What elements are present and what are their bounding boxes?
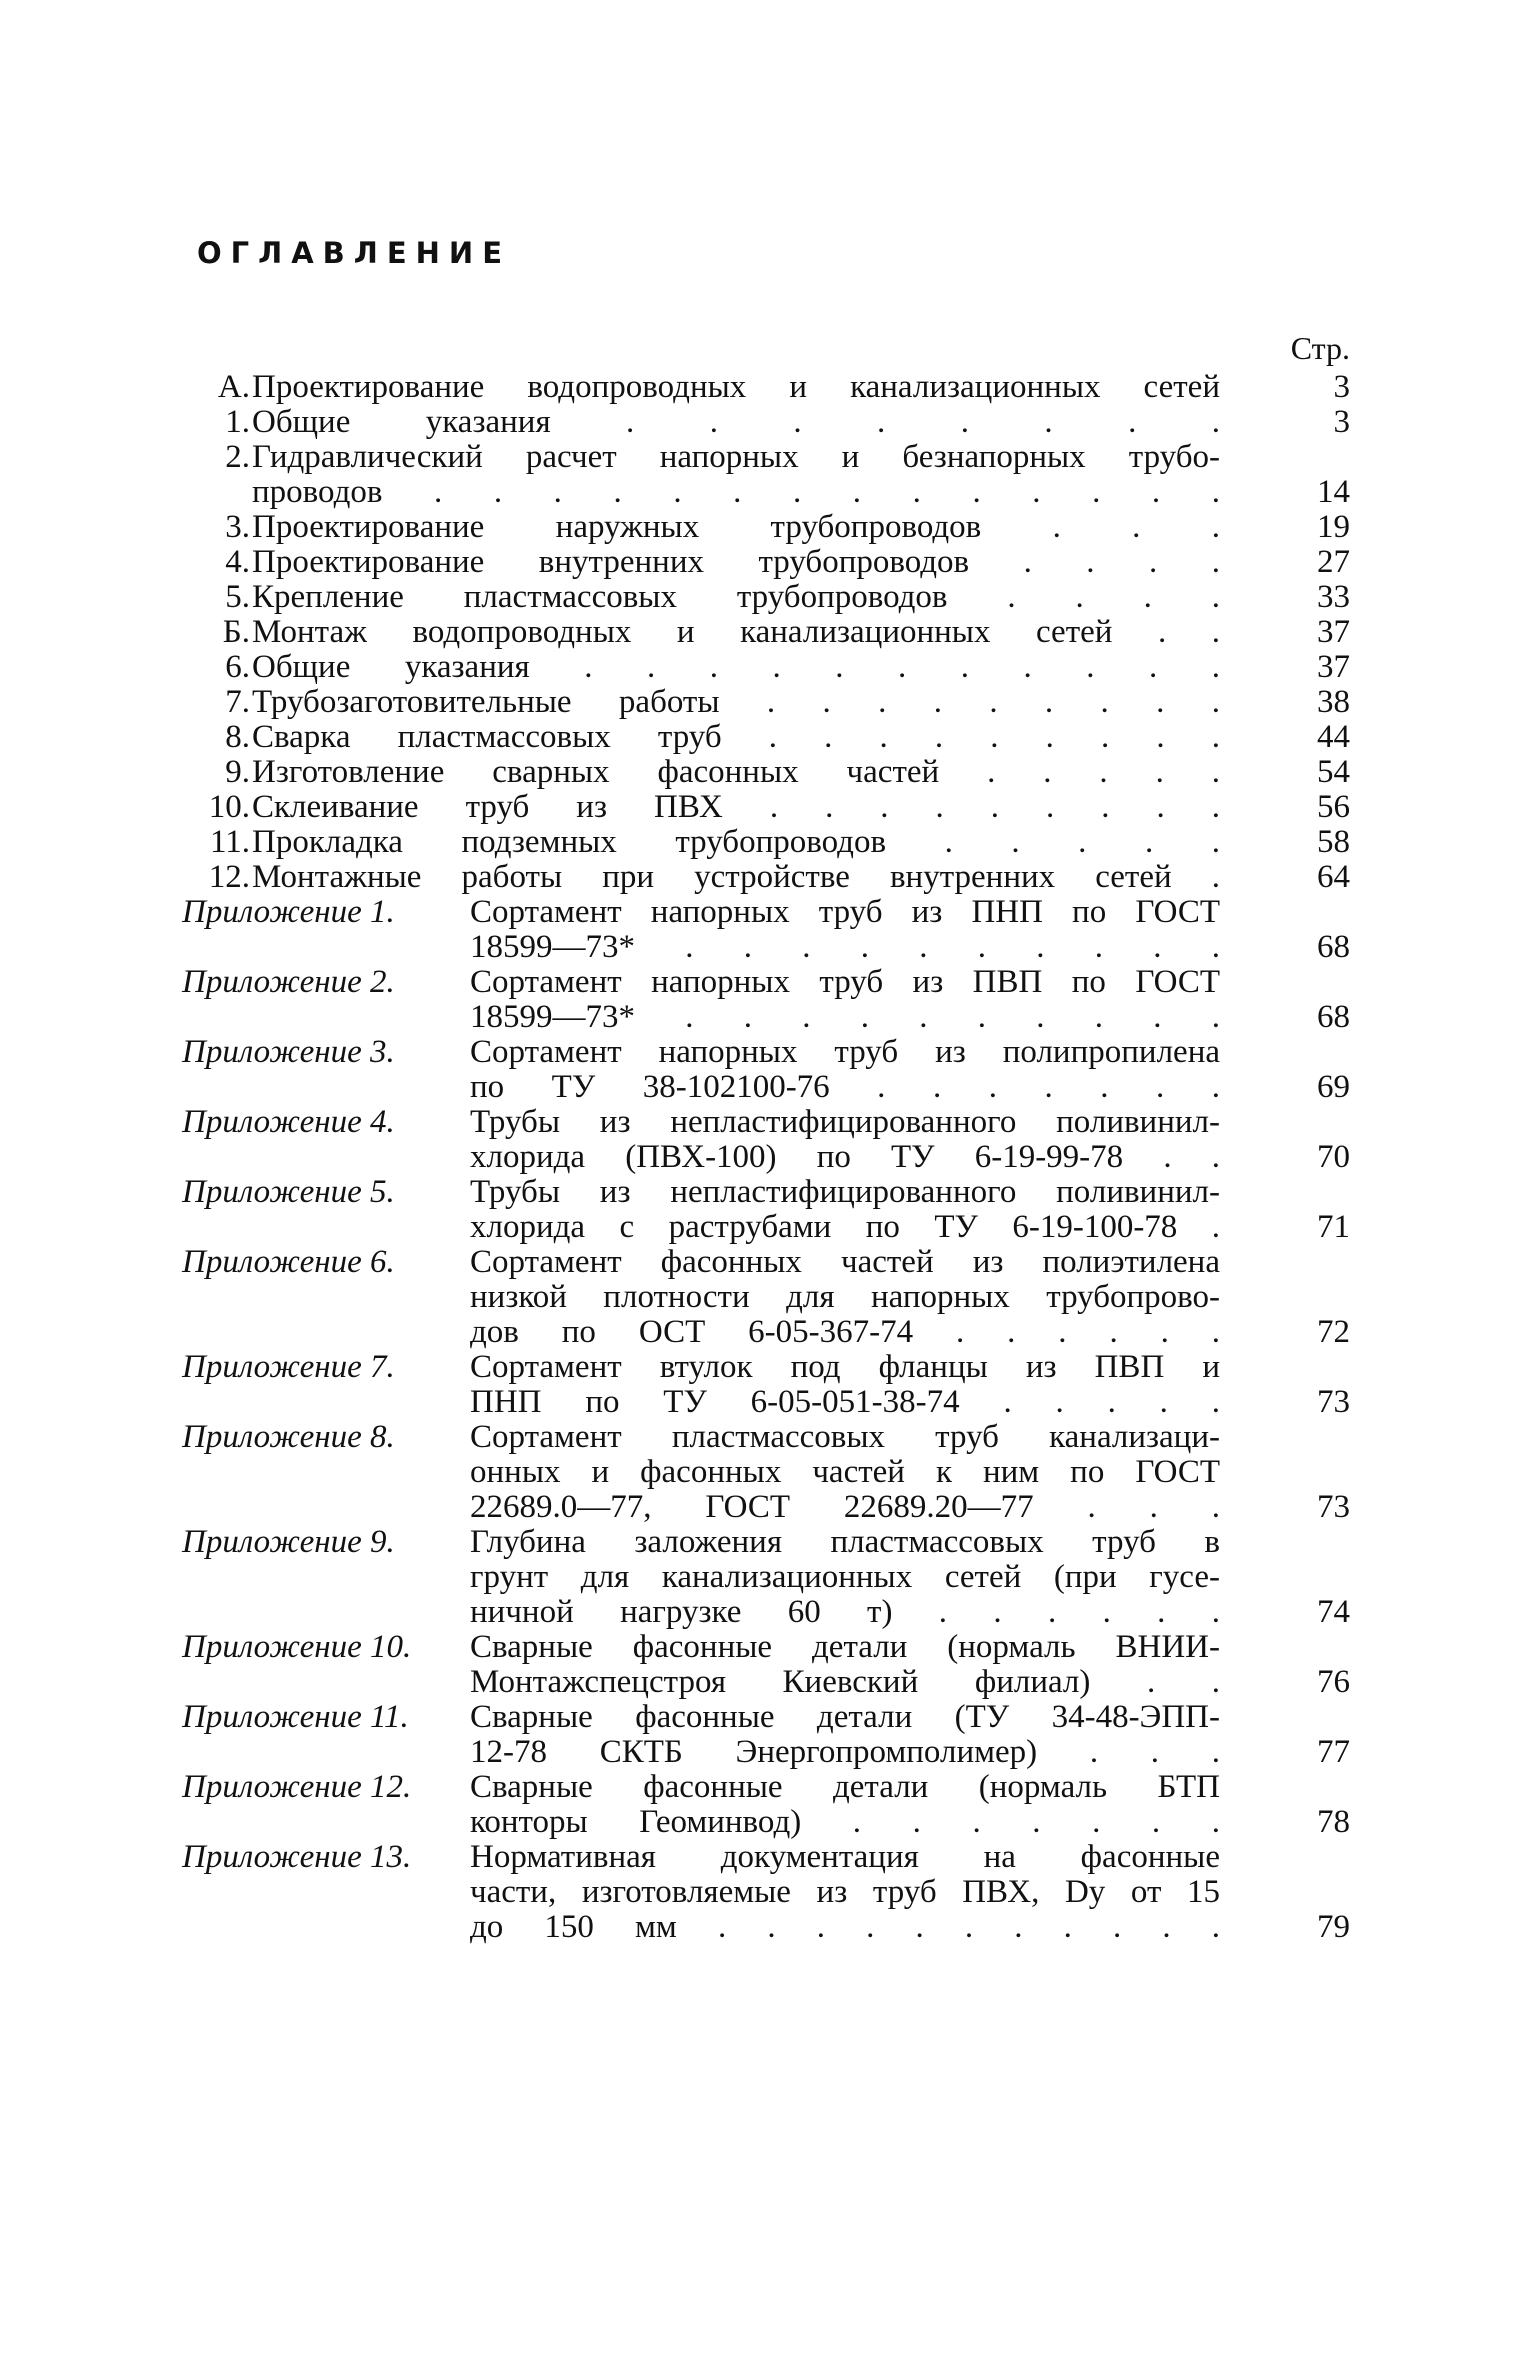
toc-entry-text: Сортамент втулок под фланцы из ПВП и	[470, 1350, 1220, 1385]
toc-page-number: 72	[1317, 1314, 1350, 1350]
toc-page-number: 64	[1317, 859, 1350, 895]
toc-entry-text: Изготовление сварных фасонных частей . . . . .	[252, 755, 1220, 790]
toc-line	[180, 1455, 1350, 1490]
toc-line	[180, 1875, 1350, 1910]
toc-entry-text: Сварные фасонные детали (нормаль ВНИИ-	[470, 1630, 1220, 1665]
toc-entry-text: онных и фасонных частей к ним по ГОСТ	[470, 1455, 1220, 1490]
toc-entry-text: части, изготовляемые из труб ПВХ, Dу от 15	[470, 1875, 1220, 1910]
toc-entry-text: 18599—73* . . . . . . . . . .	[470, 930, 1220, 965]
toc-number: 2.	[225, 439, 250, 475]
appendix-label: Приложение 8.	[182, 1419, 395, 1455]
toc-line	[180, 1210, 1350, 1245]
toc-entry-text: Монтаж водопроводных и канализационных сетей . .	[252, 615, 1220, 650]
toc-entry-text: хлорида (ПВХ-100) по ТУ 6-19-99-78 . .	[470, 1140, 1220, 1175]
toc-page-number: 68	[1317, 929, 1350, 965]
toc-entry-text: проводов . . . . . . . . . . . . . .	[252, 475, 1220, 510]
toc-number: 4.	[225, 544, 250, 580]
toc-line	[180, 1000, 1350, 1035]
toc-page-number: 73	[1317, 1489, 1350, 1525]
appendix-label: Приложение 13.	[182, 1839, 412, 1875]
toc-page-number: 27	[1317, 544, 1350, 580]
toc-line	[180, 1315, 1350, 1350]
toc-entry-text: Трубы из непластифицированного поливинил-	[470, 1175, 1220, 1210]
toc-entry-text: хлорида с раструбами по ТУ 6-19-100-78 .	[470, 1210, 1220, 1245]
toc-line	[180, 930, 1350, 965]
toc-page-number: 19	[1317, 509, 1350, 545]
toc-number: 8.	[225, 719, 250, 755]
toc-number: Б.	[222, 614, 250, 650]
toc-number: 3.	[225, 509, 250, 545]
toc-entry-text: Сварные фасонные детали (ТУ 34-48-ЭПП-	[470, 1700, 1220, 1735]
toc-line	[180, 615, 1350, 650]
toc-entry-text: Трубы из непластифицированного поливинил-	[470, 1105, 1220, 1140]
toc-line	[180, 650, 1350, 685]
appendix-label: Приложение 12.	[182, 1769, 412, 1805]
toc-line	[180, 1175, 1350, 1210]
toc-entry-text: грунт для канализационных сетей (при гусе-	[470, 1560, 1220, 1595]
toc-entry-text: Проектирование водопроводных и канализационных сетей	[252, 370, 1220, 405]
toc-page-number: 37	[1317, 649, 1350, 685]
toc-page-number: 78	[1317, 1804, 1350, 1840]
toc-line	[180, 895, 1350, 930]
toc-entry-text: ничной нагрузке 60 т) . . . . . .	[470, 1595, 1220, 1630]
appendix-label: Приложение 5.	[182, 1174, 395, 1210]
toc-entry-text: низкой плотности для напорных трубопрово-	[470, 1280, 1220, 1315]
toc-line	[180, 370, 1350, 405]
toc-page-number: 38	[1317, 684, 1350, 720]
toc-number: 5.	[225, 579, 250, 615]
page-title: ОГЛАВЛЕНИЕ	[197, 236, 512, 270]
toc-line	[180, 580, 1350, 615]
toc-line	[180, 1595, 1350, 1630]
toc-number: 6.	[225, 649, 250, 685]
toc-line	[180, 1280, 1350, 1315]
toc-line	[180, 440, 1350, 475]
toc-page-number: 3	[1333, 404, 1350, 440]
toc-page-number: 79	[1317, 1909, 1350, 1945]
appendix-label: Приложение 3.	[182, 1034, 395, 1070]
toc-page-number: 33	[1317, 579, 1350, 615]
toc-entry-text: Нормативная документация на фасонные	[470, 1840, 1220, 1875]
toc-page-number: 44	[1317, 719, 1350, 755]
appendix-label: Приложение 10.	[182, 1629, 412, 1665]
toc-number: 9.	[225, 754, 250, 790]
toc-entry-text: Сортамент напорных труб из ПНП по ГОСТ	[470, 895, 1220, 930]
toc-line	[180, 1385, 1350, 1420]
toc-page-number: 3	[1333, 369, 1350, 405]
toc-entry-text: до 150 мм . . . . . . . . . . .	[470, 1910, 1220, 1945]
toc-entry-text: дов по ОСТ 6-05-367-74 . . . . . .	[470, 1315, 1220, 1350]
toc-line	[180, 1070, 1350, 1105]
toc-page-number: 37	[1317, 614, 1350, 650]
toc-entry-text: 12-78 СКТБ Энергопромполимер) . . .	[470, 1735, 1220, 1770]
toc-line	[180, 475, 1350, 510]
toc-number: А.	[217, 369, 250, 405]
toc-line	[180, 755, 1350, 790]
toc-line	[180, 860, 1350, 895]
toc-line	[180, 510, 1350, 545]
table-of-contents	[180, 370, 1350, 1945]
toc-line	[180, 1490, 1350, 1525]
toc-entry-text: Сортамент фасонных частей из полиэтилена	[470, 1245, 1220, 1280]
toc-number: 7.	[225, 684, 250, 720]
toc-entry-text: 22689.0—77, ГОСТ 22689.20—77 . . .	[470, 1490, 1220, 1525]
toc-entry-text: Гидравлический расчет напорных и безнапорных трубо-	[252, 440, 1220, 475]
toc-line	[180, 965, 1350, 1000]
toc-entry-text: Глубина заложения пластмассовых труб в	[470, 1525, 1220, 1560]
toc-entry-text: Проектирование внутренних трубопроводов . . . .	[252, 545, 1220, 580]
appendix-label: Приложение 2.	[182, 964, 395, 1000]
toc-entry-text: Сортамент пластмассовых труб канализаци-	[470, 1420, 1220, 1455]
toc-line	[180, 545, 1350, 580]
toc-entry-text: Сортамент напорных труб из ПВП по ГОСТ	[470, 965, 1220, 1000]
toc-page-number: 73	[1317, 1384, 1350, 1420]
toc-page-number: 71	[1317, 1209, 1350, 1245]
toc-line	[180, 1560, 1350, 1595]
toc-line	[180, 1840, 1350, 1875]
toc-entry-text: Проектирование наружных трубопроводов . . .	[252, 510, 1220, 545]
toc-entry-text: 18599—73* . . . . . . . . . .	[470, 1000, 1220, 1035]
toc-entry-text: Склеивание труб из ПВХ . . . . . . . . .	[252, 790, 1220, 825]
toc-entry-text: Общие указания . . . . . . . .	[252, 405, 1220, 440]
appendix-label: Приложение 9.	[182, 1524, 395, 1560]
toc-line	[180, 1910, 1350, 1945]
toc-line	[180, 1420, 1350, 1455]
toc-page-number: 76	[1317, 1664, 1350, 1700]
toc-entry-text: Крепление пластмассовых трубопроводов . . . .	[252, 580, 1220, 615]
toc-page-number: 70	[1317, 1139, 1350, 1175]
toc-line	[180, 405, 1350, 440]
toc-number: 11.	[209, 824, 250, 860]
toc-page-number: 58	[1317, 824, 1350, 860]
toc-line	[180, 1700, 1350, 1735]
toc-line	[180, 1245, 1350, 1280]
toc-line	[180, 1350, 1350, 1385]
toc-line	[180, 1630, 1350, 1665]
toc-entry-text: Сварные фасонные детали (нормаль БТП	[470, 1770, 1220, 1805]
toc-page-number: 69	[1317, 1069, 1350, 1105]
toc-line	[180, 720, 1350, 755]
toc-entry-text: Трубозаготовительные работы . . . . . . . . .	[252, 685, 1220, 720]
toc-entry-text: Общие указания . . . . . . . . . . .	[252, 650, 1220, 685]
page-column-label: Стр.	[1290, 330, 1350, 366]
appendix-label: Приложение 7.	[182, 1349, 395, 1385]
toc-page-number: 54	[1317, 754, 1350, 790]
toc-entry-text: Монтажспецстроя Киевский филиал) . .	[470, 1665, 1220, 1700]
toc-page-number: 77	[1317, 1734, 1350, 1770]
toc-entry-text: Прокладка подземных трубопроводов . . . . .	[252, 825, 1220, 860]
toc-number: 12.	[208, 859, 250, 895]
appendix-label: Приложение 6.	[182, 1244, 395, 1280]
toc-page-number: 14	[1317, 474, 1350, 510]
toc-page-number: 68	[1317, 999, 1350, 1035]
toc-line	[180, 1805, 1350, 1840]
toc-line	[180, 1140, 1350, 1175]
toc-number: 1.	[225, 404, 250, 440]
toc-line	[180, 1770, 1350, 1805]
toc-entry-text: ПНП по ТУ 6-05-051-38-74 . . . . .	[470, 1385, 1220, 1420]
toc-line	[180, 1525, 1350, 1560]
appendix-label: Приложение 1.	[182, 894, 395, 930]
toc-line	[180, 1105, 1350, 1140]
appendix-label: Приложение 11.	[182, 1699, 409, 1735]
toc-entry-text: конторы Геоминвод) . . . . . . .	[470, 1805, 1220, 1840]
toc-entry-text: Сварка пластмассовых труб . . . . . . . . .	[252, 720, 1220, 755]
toc-line	[180, 1035, 1350, 1070]
toc-number: 10.	[208, 789, 250, 825]
toc-entry-text: по ТУ 38-102100-76 . . . . . . .	[470, 1070, 1220, 1105]
toc-line	[180, 1735, 1350, 1770]
toc-page-number: 56	[1317, 789, 1350, 825]
toc-line	[180, 825, 1350, 860]
toc-entry-text: Сортамент напорных труб из полипропилена	[470, 1035, 1220, 1070]
toc-entry-text: Монтажные работы при устройстве внутренних сетей .	[252, 860, 1220, 895]
toc-page-number: 74	[1317, 1594, 1350, 1630]
toc-line	[180, 790, 1350, 825]
toc-line	[180, 685, 1350, 720]
toc-line	[180, 1665, 1350, 1700]
appendix-label: Приложение 4.	[182, 1104, 395, 1140]
